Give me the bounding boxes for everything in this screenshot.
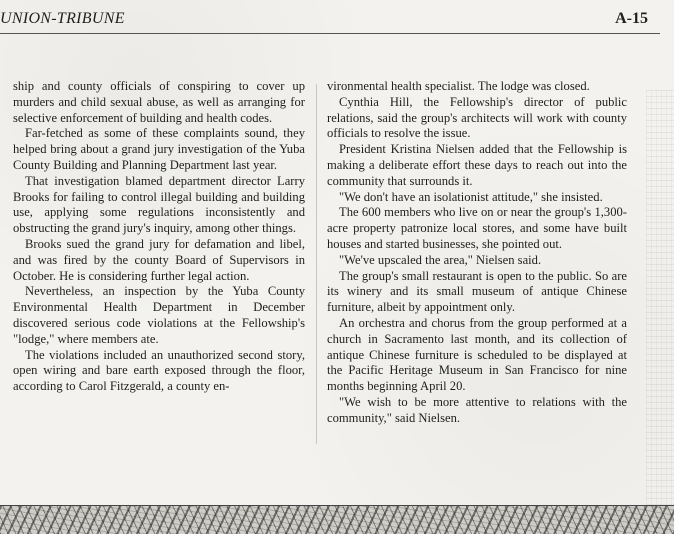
paragraph: "We wish to be more attentive to relations with the community," said Nielsen. [327,394,627,425]
paragraph: "We don't have an isolationist attitude," she insisted. [339,189,603,204]
paragraph: That investigation blamed department director Larry Brooks for failing to control illegal building and building use, applying some regulations inconsistently and obstructing the grand jury's inquiry, among other things. [13,173,305,236]
photo-strip [0,505,674,534]
page-number: A-15 [615,10,648,27]
scan-edge-noise [646,90,674,505]
paragraph: An orchestra and chorus from the group performed at a church in Sacramento last month, and its collection of antique Chinese furniture is scheduled to be displayed at the Pacific Heritage Museum in San Francisco for nine months beginning April 20. [327,315,627,394]
article-column-right [327,79,627,427]
paragraph: ship and county officials of conspiring to cover up murders and child sexual abuse, as well as arranging for selective enforcement of building and health codes. [13,79,305,125]
paragraph: Nevertheless, an inspection by the Yuba County Environmental Health Department in December discovered serious code violations at the Fellowship's "lodge," where members ate. [13,284,305,346]
article-column-left [13,79,305,395]
paragraph: The violations included an unauthorized second story, open wiring and bare earth exposed through the floor, according to Carol Fitzgerald, a county en- [13,347,305,394]
paragraph: The 600 members who live on or near the group's 1,300-acre property patronize local stores, and some have built houses and started businesses, she pointed out. [327,205,627,251]
paragraph: "We've upscaled the area," Nielsen said. [339,252,542,267]
column-divider [316,84,317,444]
masthead: UNION-TRIBUNE [0,10,125,27]
paragraph: Cynthia Hill, the Fellowship's director of public relations, said the group's architects will work with county officials to resolve the issue. [327,94,627,141]
header-rule [0,33,660,34]
paragraph: Far-fetched as some of these complaints sound, they helped bring about a grand jury investigation of the Yuba County Building and Planning Department last year. [13,126,305,172]
paragraph: The group's small restaurant is open to the public. So are its winery and its small museum of antique Chinese furniture, albeit by appointment only. [327,268,627,315]
paragraph: President Kristina Nielsen added that the Fellowship is making a deliberate effort these days to reach out into the community that surrounds it. [327,142,627,188]
paragraph: vironmental health specialist. The lodge was closed. [327,79,590,93]
paragraph: Brooks sued the grand jury for defamation and libel, and was fired by the county Board of Supervisors in October. He is considering further legal action. [13,236,305,283]
